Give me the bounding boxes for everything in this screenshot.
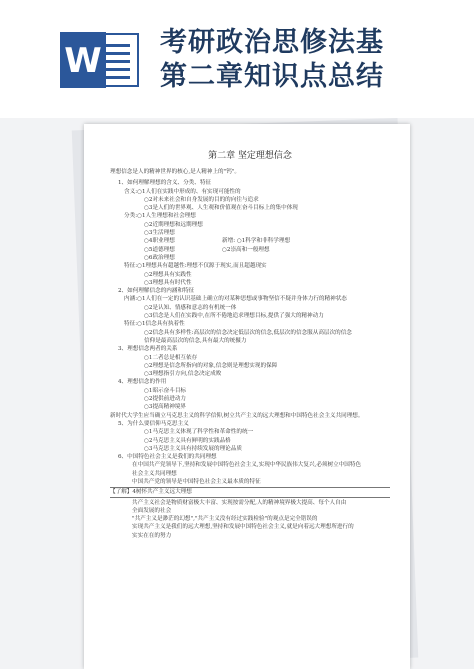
document-line: 实实在在的努力 — [132, 532, 172, 539]
document-line: ○2理想具有实践性 — [144, 271, 192, 278]
document-line: 3、理想信念两者的关系 — [118, 346, 178, 353]
document-line: ○3理想指引方向,信念决定成败 — [144, 371, 222, 378]
document-line: 分类:○1人生理想和社会理想 — [124, 213, 196, 220]
document-line: ○1马克思主义体现了科学性和革命性的统一 — [144, 429, 254, 436]
line-side-note — [218, 229, 222, 237]
word-document-icon — [56, 30, 142, 90]
document-line: ○2提供前进动力 — [144, 396, 187, 403]
document-line: ○2对未来社会和自身发展的目的的向往与追求 — [144, 196, 259, 203]
document-line: ○3信念是人们在实践中,在所不倦地追求理想目标,提供了强大的精神动力 — [144, 313, 324, 320]
document-line: ○2近期理想和远期理想 — [144, 221, 203, 228]
document-line: ○3理想具有时代性 — [144, 279, 192, 286]
document-line: 6、中国特色社会主义是我们的共同理想 — [118, 454, 217, 461]
document-line: ○2马克思主义具有鲜明的实践品格 — [144, 437, 231, 444]
line-text: ○3生活理想 — [144, 230, 175, 237]
line-side-note — [218, 254, 222, 262]
document-line: 内涵:○1人们在一定的认识基础上确立的对某种思想或事物坚信不疑并身体力行的精神状态 — [124, 296, 347, 303]
document-line: 特征:○1信念具有执着性 — [124, 321, 185, 328]
document-body — [110, 168, 390, 540]
document-line: ○2信念具有多样性:高层次的信念决定低层次的信念,低层次的信念服从高层次的信念 — [144, 329, 352, 336]
document-line: 特征:○1理想具有超越性:理想不仅源于现实,而且超越现实 — [124, 263, 267, 270]
document-line: 4、理想信念的作用 — [118, 379, 167, 386]
document-line: 共产主义社会是物质财富极大丰富、实现按需分配,人的精神境界极大提高、每个人自由 — [132, 499, 347, 506]
document-line — [110, 254, 390, 262]
document-line: ○3马克思主义具有持续发展的理论品质 — [144, 445, 242, 452]
line-text: ○6政治理想 — [144, 254, 175, 261]
line-side-note: ○2崇高和一般理想 — [222, 246, 270, 253]
document-line: 新时代大学生应当确立马克思主义的科学信仰,树立共产主义的远大理想和中国特色社会主义共同理想。 — [110, 412, 364, 419]
document-line: 在中国共产党领导下,坚持和发展中国特色社会主义,实现中华民族伟大复兴,必须树立中国特色 — [132, 462, 362, 469]
document-line: ○2是认知、情感和意志的有机统一体 — [144, 304, 237, 311]
document-line: 实现共产主义是我们的远大理想,坚持和发展中国特色社会主义,就是向着远大理想所进行的 — [132, 524, 354, 531]
document-line — [110, 246, 390, 254]
document-line: 理想信念是人的精神世界的核心,是人精神上的"钙"。 — [110, 169, 240, 175]
svg-text:W: W — [64, 41, 102, 81]
document-line: 中国共产党的领导是中国特色社会主义最本质的特征 — [132, 478, 261, 485]
document-line — [110, 229, 390, 237]
document-title: 第二章 坚定理想信念 — [208, 151, 292, 161]
document-line: 信仰是最高层次的信念,具有最大的统摄力 — [144, 337, 247, 344]
document-page — [84, 124, 410, 669]
line-side-note: 新增: ○1科学和非科学理想 — [222, 238, 291, 245]
title-line-2: 第二章知识点总结 — [160, 61, 384, 92]
document-line: ○2理想是信念所指向的对象,信念则是理想实现的保障 — [144, 362, 278, 369]
document-line: 1、如何理解理想的含义、分类、特征 — [118, 180, 212, 187]
line-text: ○5道德理想 — [144, 246, 175, 253]
document-line: ○1二者总是相互依存 — [144, 354, 198, 361]
banner-header — [0, 0, 474, 118]
document-line: 5、为什么要信仰马克思主义 — [118, 420, 189, 427]
line-text: ○4职业理想 — [144, 238, 175, 245]
document-line: ○3是人们的世界观、人生观和价值观在奋斗目标上的集中体现 — [144, 205, 298, 212]
document-line: ○3提高精神境界 — [144, 404, 187, 411]
document-line — [110, 237, 390, 245]
title-line-1: 考研政治思修法基 — [160, 27, 384, 58]
document-line: 社会主义共同理想 — [132, 470, 177, 477]
document-line: 含义:○1人们在实践中形成的、有实现可能性的 — [124, 188, 241, 195]
document-line: 2、如何理解信念的内涵和特征 — [118, 288, 195, 295]
document-line: 全面发展的社会 — [132, 507, 172, 514]
page-title — [160, 26, 470, 94]
document-line: ○1昭示奋斗目标 — [144, 387, 187, 394]
document-line: 【了解】4树怀共产主义远大理想 — [110, 487, 390, 497]
document-line: "共产主义是渺茫的幻想","共产主义没有经过实践检验"的观点是完全错误的 — [132, 516, 318, 523]
